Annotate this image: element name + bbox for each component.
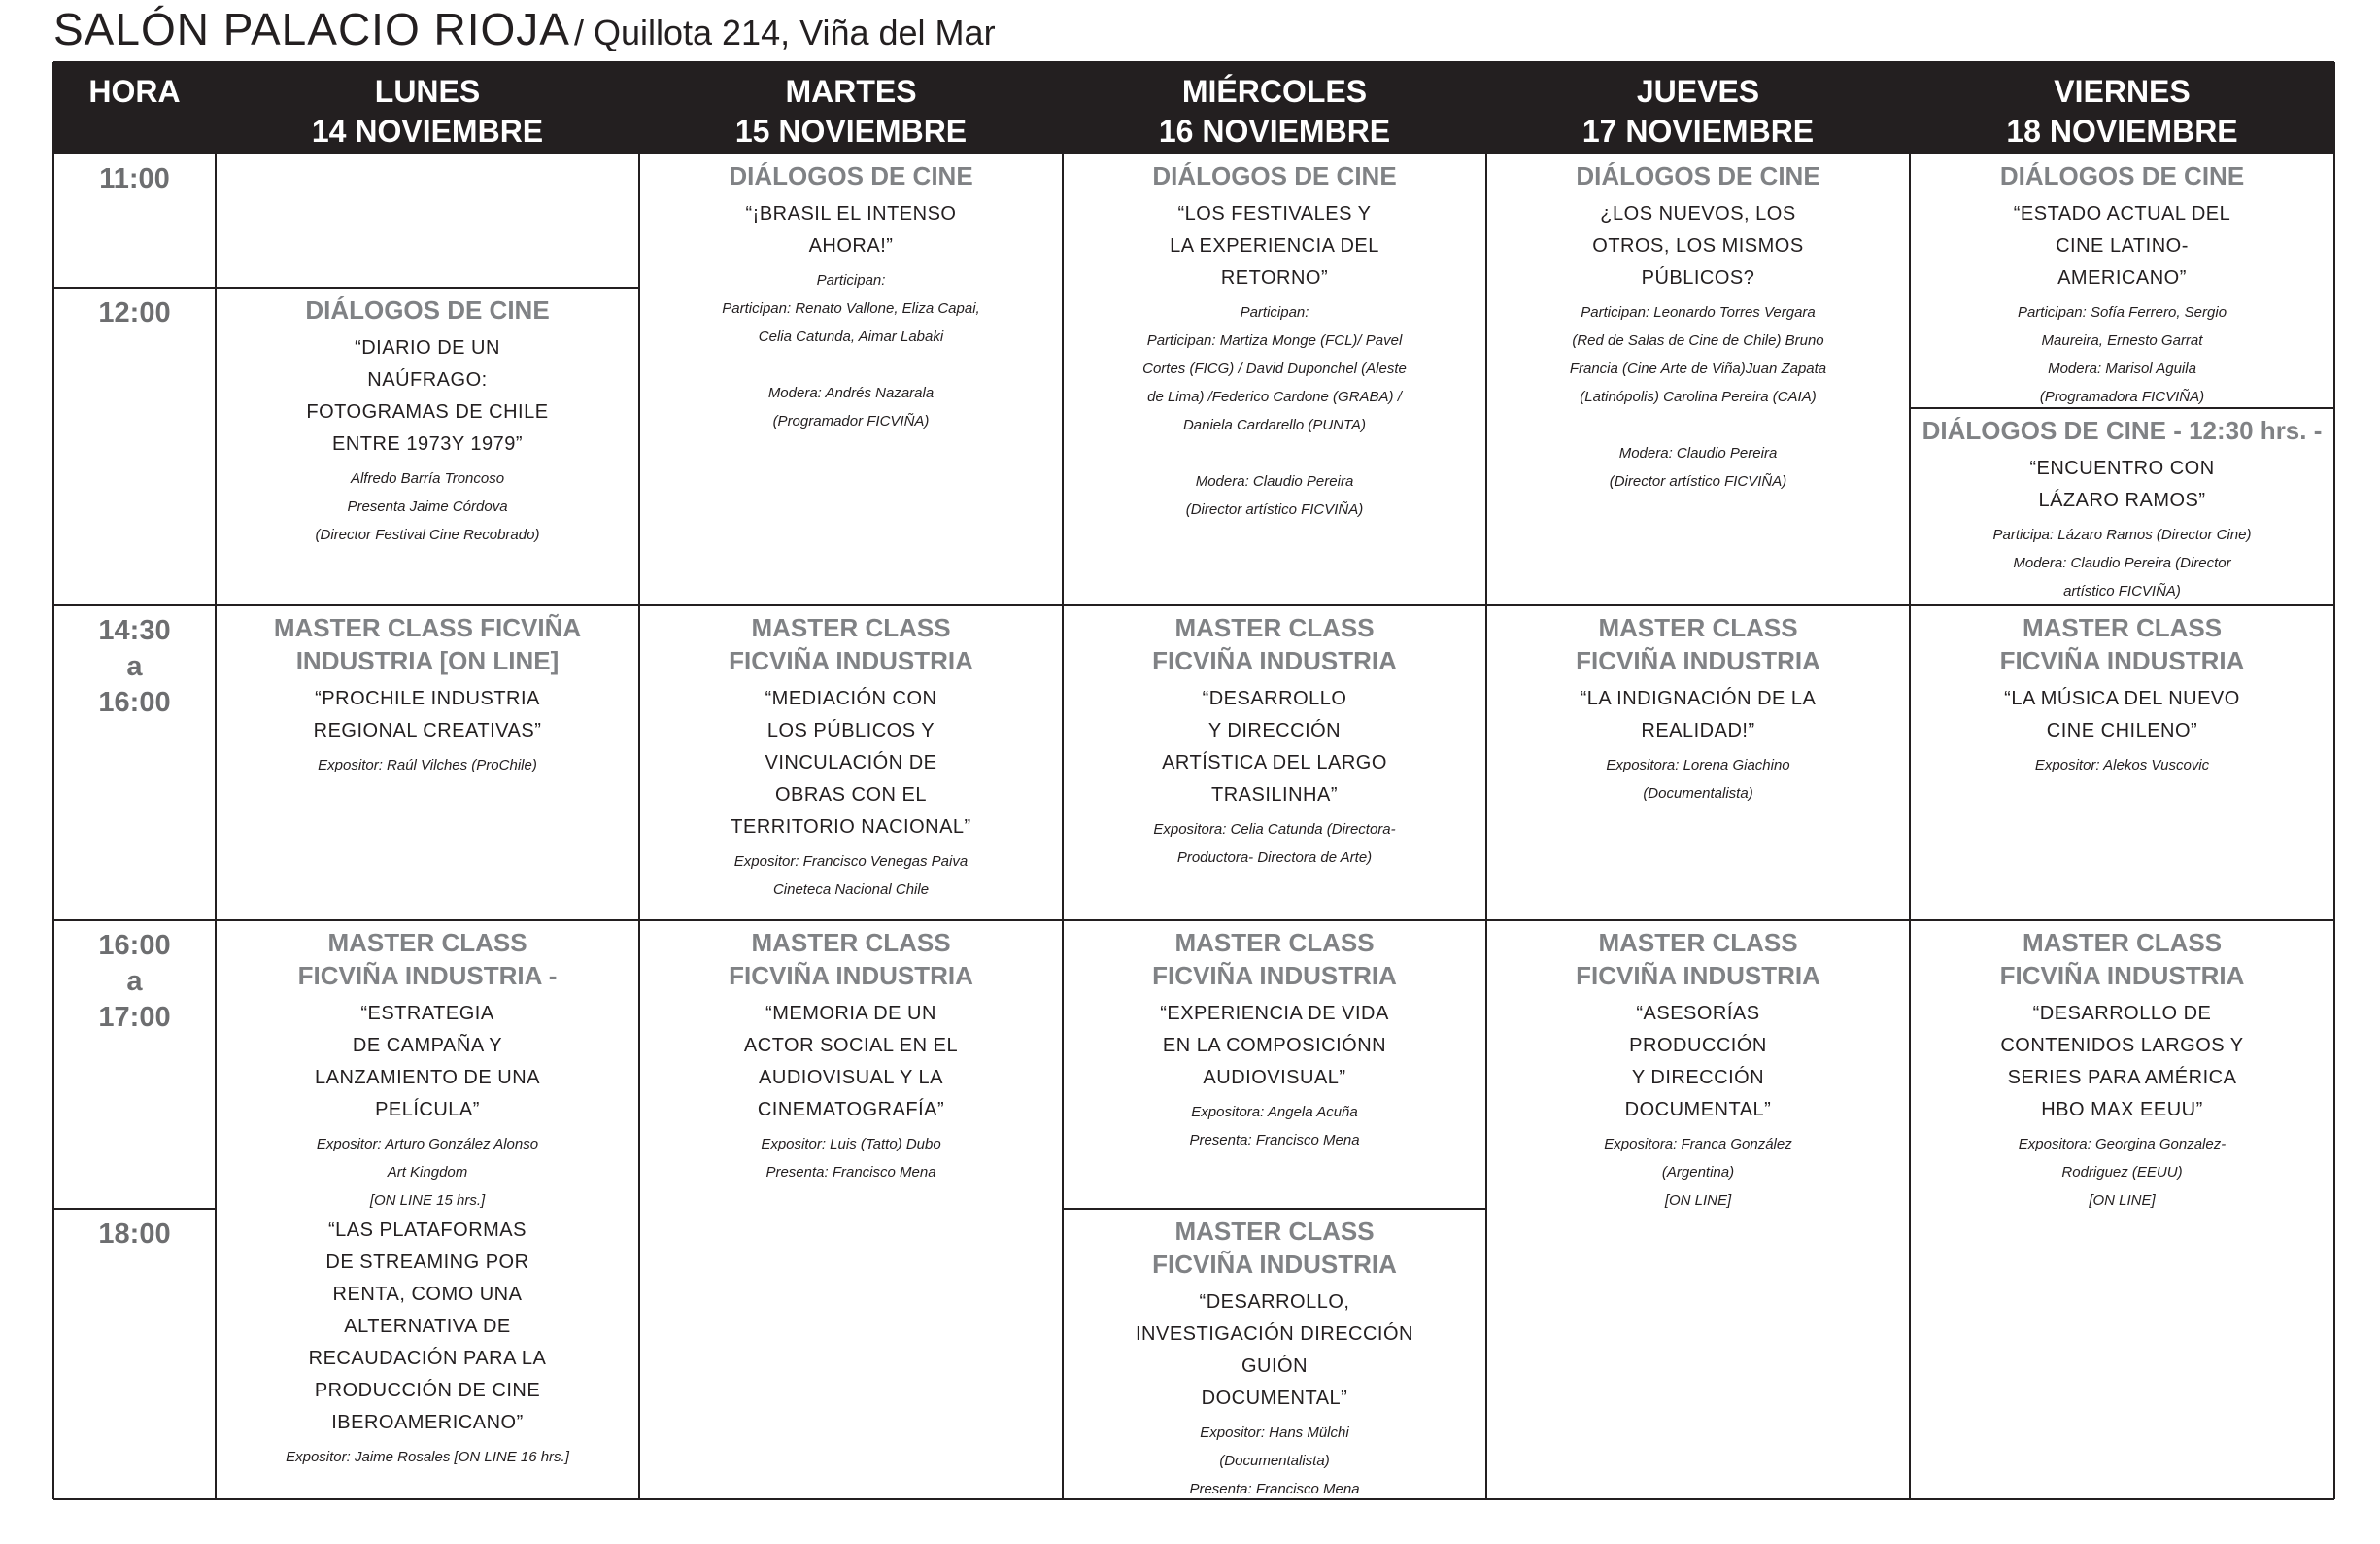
category-line: FICVIÑA INDUSTRIA — [1152, 961, 1397, 990]
detail-line: Maureira, Ernesto Garrat — [2041, 332, 2203, 349]
detail-line: Expositora: Franca González — [1604, 1136, 1792, 1152]
event-cell — [216, 920, 639, 1209]
detail-line: Modera: Claudio Pereira (Director — [2013, 555, 2231, 571]
detail-line: Celia Catunda, Aimar Labaki — [758, 328, 944, 345]
event-category — [1486, 605, 1910, 677]
category-line: FICVIÑA INDUSTRIA — [729, 961, 973, 990]
title-line: IBEROAMERICANO” — [331, 1412, 524, 1433]
time-label: 16:00 — [98, 687, 171, 718]
detail-line: (Documentalista) — [1643, 785, 1753, 802]
title-line: ALTERNATIVA DE — [344, 1316, 511, 1337]
detail-line: Presenta: Francisco Mena — [765, 1164, 936, 1181]
event-category — [639, 920, 1063, 992]
time-label: 14:30 — [98, 615, 171, 646]
title-line: “ASESORÍAS — [1636, 1003, 1760, 1024]
grid-line — [53, 604, 2334, 606]
category-line: INDUSTRIA [ON LINE] — [295, 646, 560, 675]
category-line: FICVIÑA INDUSTRIA — [1576, 646, 1820, 675]
event-cell — [1910, 408, 2334, 605]
title-line: DOCUMENTAL” — [1624, 1099, 1772, 1120]
title-line: “LOS FESTIVALES Y — [1177, 203, 1372, 224]
time-label: 12:00 — [98, 297, 171, 328]
event-details — [1063, 1419, 1486, 1499]
detail-line: Daniela Cardarello (PUNTA) — [1182, 417, 1367, 433]
time-label: 18:00 — [98, 1218, 171, 1250]
category-line: FICVIÑA INDUSTRIA — [729, 646, 973, 675]
detail-line: Participa: Lázaro Ramos (Director Cine) — [1992, 527, 2252, 543]
day-name: LUNES — [374, 74, 481, 109]
detail-line: Presenta: Francisco Mena — [1189, 1481, 1360, 1497]
title-line: CINE CHILENO” — [2046, 720, 2198, 741]
event-title — [1063, 192, 1486, 298]
title-line: “LA INDIGNACIÓN DE LA — [1580, 688, 1817, 709]
title-line: “MEMORIA DE UN — [765, 1003, 936, 1024]
day-date: 18 NOVIEMBRE — [2006, 114, 2238, 149]
title-line: LOS PÚBLICOS Y — [766, 720, 935, 741]
event-cell — [1063, 605, 1486, 920]
event-category — [1910, 154, 2334, 192]
event-details — [1063, 298, 1486, 524]
event-cell — [639, 920, 1063, 1499]
event-cell — [216, 605, 639, 920]
title-line: OBRAS CON EL — [774, 784, 928, 806]
detail-line: [ON LINE] — [1664, 1192, 1732, 1209]
time-slot — [53, 605, 216, 920]
event-cell — [216, 288, 639, 605]
header-day — [216, 62, 639, 154]
time-slot — [53, 288, 216, 605]
detail-line: Cortes (FICG) / David Duponchel (Aleste — [1142, 360, 1407, 377]
title-line: DE STREAMING POR — [325, 1252, 529, 1273]
time-label: 16:00 — [98, 930, 171, 961]
grid-line — [53, 61, 2334, 63]
header-day — [1910, 62, 2334, 154]
grid-line — [1062, 62, 1064, 1499]
title-line: REALIDAD!” — [1641, 720, 1755, 741]
detail-line: Francia (Cine Arte de Viña)Juan Zapata — [1569, 360, 1827, 377]
time-label: a — [126, 651, 143, 682]
category-line: FICVIÑA INDUSTRIA — [1999, 646, 2245, 675]
title-line: VINCULACIÓN DE — [765, 752, 937, 773]
event-cell — [639, 605, 1063, 920]
event-title — [639, 992, 1063, 1130]
event-category — [1063, 920, 1486, 992]
title-line: ENTRE 1973Y 1979” — [331, 433, 524, 455]
detail-line: Expositor: Jaime Rosales [ON LINE 16 hrs.] — [286, 1449, 569, 1465]
detail-line: Participan: Sofía Ferrero, Sergio — [2017, 304, 2227, 321]
grid-line — [638, 62, 640, 1499]
event-cell — [1486, 920, 1910, 1499]
title-line: “¡BRASIL EL INTENSO — [745, 203, 957, 224]
detail-line: de Lima) /Federico Cardone (GRABA) / — [1147, 389, 1402, 405]
category-line: MASTER CLASS — [751, 613, 951, 642]
title-line: CONTENIDOS LARGOS Y — [2000, 1035, 2244, 1056]
grid-line — [215, 62, 217, 1499]
grid-line — [53, 1208, 216, 1210]
detail-line: Expositora: Georgina Gonzalez- — [2018, 1136, 2227, 1152]
grid-line — [1485, 62, 1487, 1499]
event-cell — [1486, 605, 1910, 920]
detail-line: artístico FICVIÑA) — [2063, 583, 2181, 600]
detail-line: Presenta Jaime Córdova — [347, 498, 508, 515]
event-category — [216, 605, 639, 677]
category-line: MASTER CLASS — [1174, 928, 1375, 957]
venue-address: / Quillota 214, Viña del Mar — [573, 13, 996, 52]
event-category — [216, 288, 639, 326]
day-name: MARTES — [785, 74, 917, 109]
title-line: ACTOR SOCIAL EN EL — [743, 1035, 959, 1056]
event-category — [639, 154, 1063, 192]
event-title — [1486, 992, 1910, 1130]
event-details — [216, 1443, 639, 1471]
title-line: CINEMATOGRAFÍA” — [757, 1099, 945, 1120]
event-details — [216, 1130, 639, 1209]
detail-line — [1065, 439, 1484, 467]
event-category — [1063, 154, 1486, 192]
detail-line — [1488, 411, 1908, 439]
detail-line: Participan: — [816, 272, 886, 289]
time-slot — [53, 154, 216, 288]
category-line: MASTER CLASS FICVIÑA — [273, 613, 582, 642]
title-line: PÚBLICOS? — [1641, 267, 1755, 289]
title-line: “DESARROLLO — [1202, 688, 1347, 709]
detail-line: Expositor: Arturo González Alonso — [316, 1136, 539, 1152]
detail-line: (Latinópolis) Carolina Pereira (CAIA) — [1580, 389, 1817, 405]
category-line: DIÁLOGOS DE CINE — [1999, 161, 2245, 190]
event-cell — [1063, 154, 1486, 605]
title-line: RECAUDACIÓN PARA LA — [308, 1348, 547, 1369]
title-line: LA EXPERIENCIA DEL — [1170, 235, 1379, 257]
detail-line: Expositora: Angela Acuña — [1191, 1104, 1358, 1120]
header-day — [1486, 62, 1910, 154]
event-title — [1910, 677, 2334, 751]
category-line: MASTER CLASS — [1174, 613, 1375, 642]
grid-line — [1909, 62, 1911, 1499]
title-line: AUDIOVISUAL” — [1203, 1067, 1346, 1088]
event-category — [1910, 408, 2334, 447]
event-details — [1910, 521, 2334, 605]
event-title — [1063, 992, 1486, 1098]
category-line: FICVIÑA INDUSTRIA — [1999, 961, 2245, 990]
detail-line: Presenta: Francisco Mena — [1189, 1132, 1360, 1149]
detail-line: Participan: — [1240, 304, 1309, 321]
grid-line — [1063, 1208, 1486, 1210]
title-line: OTROS, LOS MISMOS — [1592, 235, 1804, 257]
detail-line: Expositor: Luis (Tatto) Dubo — [761, 1136, 941, 1152]
detail-line: (Programador FICVIÑA) — [772, 413, 930, 429]
title-line: HBO MAX EEUU” — [2041, 1099, 2203, 1120]
title-line: “ENCUENTRO CON — [2029, 458, 2215, 479]
event-details — [1910, 751, 2334, 779]
event-cell — [1063, 920, 1486, 1209]
event-cell — [1910, 154, 2334, 408]
category-line: MASTER CLASS — [1174, 1217, 1375, 1246]
title-line: EN LA COMPOSICIÓNN — [1162, 1035, 1387, 1056]
detail-line: Expositor: Hans Mülchi — [1200, 1424, 1349, 1441]
detail-line: Participan: Leonardo Torres Vergara — [1581, 304, 1816, 321]
detail-line: Modera: Marisol Aguila — [2048, 360, 2196, 377]
event-title — [639, 677, 1063, 847]
event-cell — [1486, 154, 1910, 605]
event-category — [216, 920, 639, 992]
event-title — [1910, 447, 2334, 521]
header-day — [1063, 62, 1486, 154]
title-line: “LA MÚSICA DEL NUEVO — [2004, 688, 2240, 709]
day-date: 15 NOVIEMBRE — [734, 114, 968, 149]
event-title — [216, 677, 639, 751]
detail-line: Expositor: Alekos Vuscovic — [2034, 757, 2210, 773]
detail-line: (Argentina) — [1661, 1164, 1735, 1181]
category-line: DIÁLOGOS DE CINE — [1152, 161, 1397, 190]
day-name: HORA — [88, 74, 181, 109]
detail-line: Rodriguez (EEUU) — [2061, 1164, 2183, 1181]
title-line: “DIARIO DE UN — [355, 337, 500, 359]
title-line: PELÍCULA” — [375, 1099, 480, 1120]
title-line: REGIONAL CREATIVAS” — [313, 720, 542, 741]
time-label: a — [126, 966, 143, 997]
category-line: FICVIÑA INDUSTRIA — [1152, 646, 1397, 675]
title-line: AUDIOVISUAL Y LA — [759, 1067, 943, 1088]
category-line: MASTER CLASS — [327, 928, 527, 957]
header-hour — [53, 62, 216, 154]
event-category — [1063, 1209, 1486, 1281]
event-details — [216, 464, 639, 549]
detail-line: Expositor: Raúl Vilches (ProChile) — [318, 757, 537, 773]
detail-line: Modera: Andrés Nazarala — [767, 385, 935, 401]
title-line: DOCUMENTAL” — [1201, 1388, 1348, 1409]
detail-line — [641, 351, 1061, 379]
event-details — [639, 1130, 1063, 1186]
event-details — [639, 847, 1063, 904]
event-title — [639, 192, 1063, 266]
detail-line: (Director Festival Cine Recobrado) — [315, 527, 540, 543]
day-date: 16 NOVIEMBRE — [1158, 114, 1391, 149]
category-line: DIÁLOGOS DE CINE — [1576, 161, 1820, 190]
day-name: JUEVES — [1636, 74, 1760, 109]
event-cell — [639, 154, 1063, 605]
category-line: MASTER CLASS — [1598, 928, 1798, 957]
event-category — [1910, 605, 2334, 677]
event-details — [1486, 751, 1910, 807]
event-title — [1910, 992, 2334, 1130]
time-slot — [53, 1209, 216, 1499]
title-line: PRODUCCIÓN — [1629, 1035, 1767, 1056]
event-details — [1486, 298, 1910, 496]
title-line: CINE LATINO- — [2056, 235, 2189, 257]
grid-line — [53, 287, 639, 289]
title-line: “LAS PLATAFORMAS — [328, 1219, 527, 1241]
detail-line: (Red de Salas de Cine de Chile) Bruno — [1572, 332, 1824, 349]
event-details — [1910, 1130, 2334, 1215]
event-details — [1063, 1098, 1486, 1154]
event-title — [1486, 677, 1910, 751]
category-line: MASTER CLASS — [2022, 928, 2223, 957]
day-name: VIERNES — [2054, 74, 2191, 109]
grid-line — [52, 62, 54, 1499]
detail-line: Expositor: Francisco Venegas Paiva — [733, 853, 969, 870]
title-line: “DESARROLLO, — [1199, 1291, 1350, 1313]
time-label: 11:00 — [99, 163, 170, 194]
title-line: ARTÍSTICA DEL LARGO — [1162, 752, 1387, 773]
detail-line: Participan: Renato Vallone, Eliza Capai, — [722, 300, 980, 317]
event-cell — [1063, 1209, 1486, 1499]
event-cell — [1910, 920, 2334, 1499]
title-line: TERRITORIO NACIONAL” — [731, 816, 971, 838]
event-details — [1486, 1130, 1910, 1215]
day-name: MIÉRCOLES — [1181, 74, 1368, 109]
title-line: SERIES PARA AMÉRICA — [2007, 1067, 2237, 1088]
grid-line — [53, 919, 2334, 921]
event-cell — [216, 1209, 639, 1499]
event-title — [216, 992, 639, 1130]
title-line: “DESARROLLO DE — [2032, 1003, 2212, 1024]
title-line: “EXPERIENCIA DE VIDA — [1160, 1003, 1389, 1024]
title-line: Y DIRECCIÓN — [1631, 1067, 1765, 1088]
event-details — [216, 751, 639, 779]
title-line: RENTA, COMO UNA — [332, 1284, 523, 1305]
time-label: 17:00 — [98, 1002, 171, 1033]
title-line: INVESTIGACIÓN DIRECCIÓN — [1136, 1323, 1413, 1345]
detail-line: [ON LINE 15 hrs.] — [369, 1192, 486, 1209]
header-day — [639, 62, 1063, 154]
event-category — [639, 605, 1063, 677]
category-line: MASTER CLASS — [751, 928, 951, 957]
detail-line: Expositora: Lorena Giachino — [1606, 757, 1790, 773]
event-details — [1910, 298, 2334, 408]
title-line: LANZAMIENTO DE UNA — [315, 1067, 540, 1088]
detail-line: Expositora: Celia Catunda (Directora- — [1153, 821, 1396, 838]
title-line: GUIÓN — [1241, 1355, 1309, 1377]
detail-line: Art Kingdom — [387, 1164, 468, 1181]
category-line: MASTER CLASS — [2022, 613, 2223, 642]
grid-line — [1910, 407, 2334, 409]
title-line: “ESTRATEGIA — [360, 1003, 494, 1024]
title-line: “PROCHILE INDUSTRIA — [315, 688, 540, 709]
event-title — [1910, 192, 2334, 298]
event-details — [639, 266, 1063, 435]
event-category — [1486, 920, 1910, 992]
category-line: DIÁLOGOS DE CINE — [729, 161, 973, 190]
event-title — [216, 326, 639, 464]
grid-line — [2333, 62, 2335, 1499]
time-slot — [53, 920, 216, 1209]
event-details — [1063, 815, 1486, 872]
event-title — [1486, 192, 1910, 298]
category-line: DIÁLOGOS DE CINE — [305, 295, 550, 325]
title-line: AHORA!” — [808, 235, 894, 257]
event-category — [1910, 920, 2334, 992]
title-line: “ESTADO ACTUAL DEL — [2013, 203, 2231, 224]
event-cell — [1910, 605, 2334, 920]
title-line: RETORNO” — [1220, 267, 1329, 289]
detail-line: (Director artístico FICVIÑA) — [1185, 501, 1364, 518]
title-line: “MEDIACIÓN CON — [765, 688, 937, 709]
venue-name: SALÓN PALACIO RIOJA — [53, 4, 570, 54]
title-line: TRASILINHA” — [1211, 784, 1338, 806]
title-line: NAÚFRAGO: — [367, 369, 488, 391]
detail-line: (Director artístico FICVIÑA) — [1609, 473, 1787, 490]
category-line: FICVIÑA INDUSTRIA - — [297, 961, 558, 990]
day-date: 17 NOVIEMBRE — [1581, 114, 1815, 149]
grid-line — [53, 1498, 2334, 1500]
detail-line: Alfredo Barría Troncoso — [350, 470, 505, 487]
event-title — [1063, 677, 1486, 815]
detail-line: Participan: Martiza Monge (FCL)/ Pavel — [1146, 332, 1403, 349]
detail-line: Cineteca Nacional Chile — [772, 881, 930, 898]
title-line: Y DIRECCIÓN — [1207, 720, 1342, 741]
detail-line: [ON LINE] — [2089, 1192, 2156, 1209]
title-line: ¿LOS NUEVOS, LOS — [1600, 203, 1796, 224]
title-line: AMERICANO” — [2057, 267, 2187, 289]
category-line: FICVIÑA INDUSTRIA — [1576, 961, 1820, 990]
detail-line: (Documentalista) — [1219, 1453, 1330, 1469]
detail-line: Productora- Directora de Arte) — [1176, 849, 1373, 866]
event-category — [1486, 154, 1910, 192]
title-line: DE CAMPAÑA Y — [352, 1035, 503, 1056]
detail-line: Modera: Claudio Pereira — [1618, 445, 1778, 462]
event-title — [216, 1209, 639, 1443]
category-line: FICVIÑA INDUSTRIA — [1152, 1250, 1397, 1279]
title-line: FOTOGRAMAS DE CHILE — [306, 401, 549, 423]
category-line: DIÁLOGOS DE CINE - 12:30 hrs. - — [1921, 416, 2323, 445]
day-date: 14 NOVIEMBRE — [311, 114, 544, 149]
detail-line: (Programadora FICVIÑA) — [2039, 389, 2205, 405]
event-category — [1063, 605, 1486, 677]
title-line: PRODUCCIÓN DE CINE — [314, 1380, 541, 1401]
detail-line: Modera: Claudio Pereira — [1195, 473, 1354, 490]
category-line: MASTER CLASS — [1598, 613, 1798, 642]
event-title — [1063, 1281, 1486, 1419]
title-line: LÁZARO RAMOS” — [2038, 490, 2206, 511]
